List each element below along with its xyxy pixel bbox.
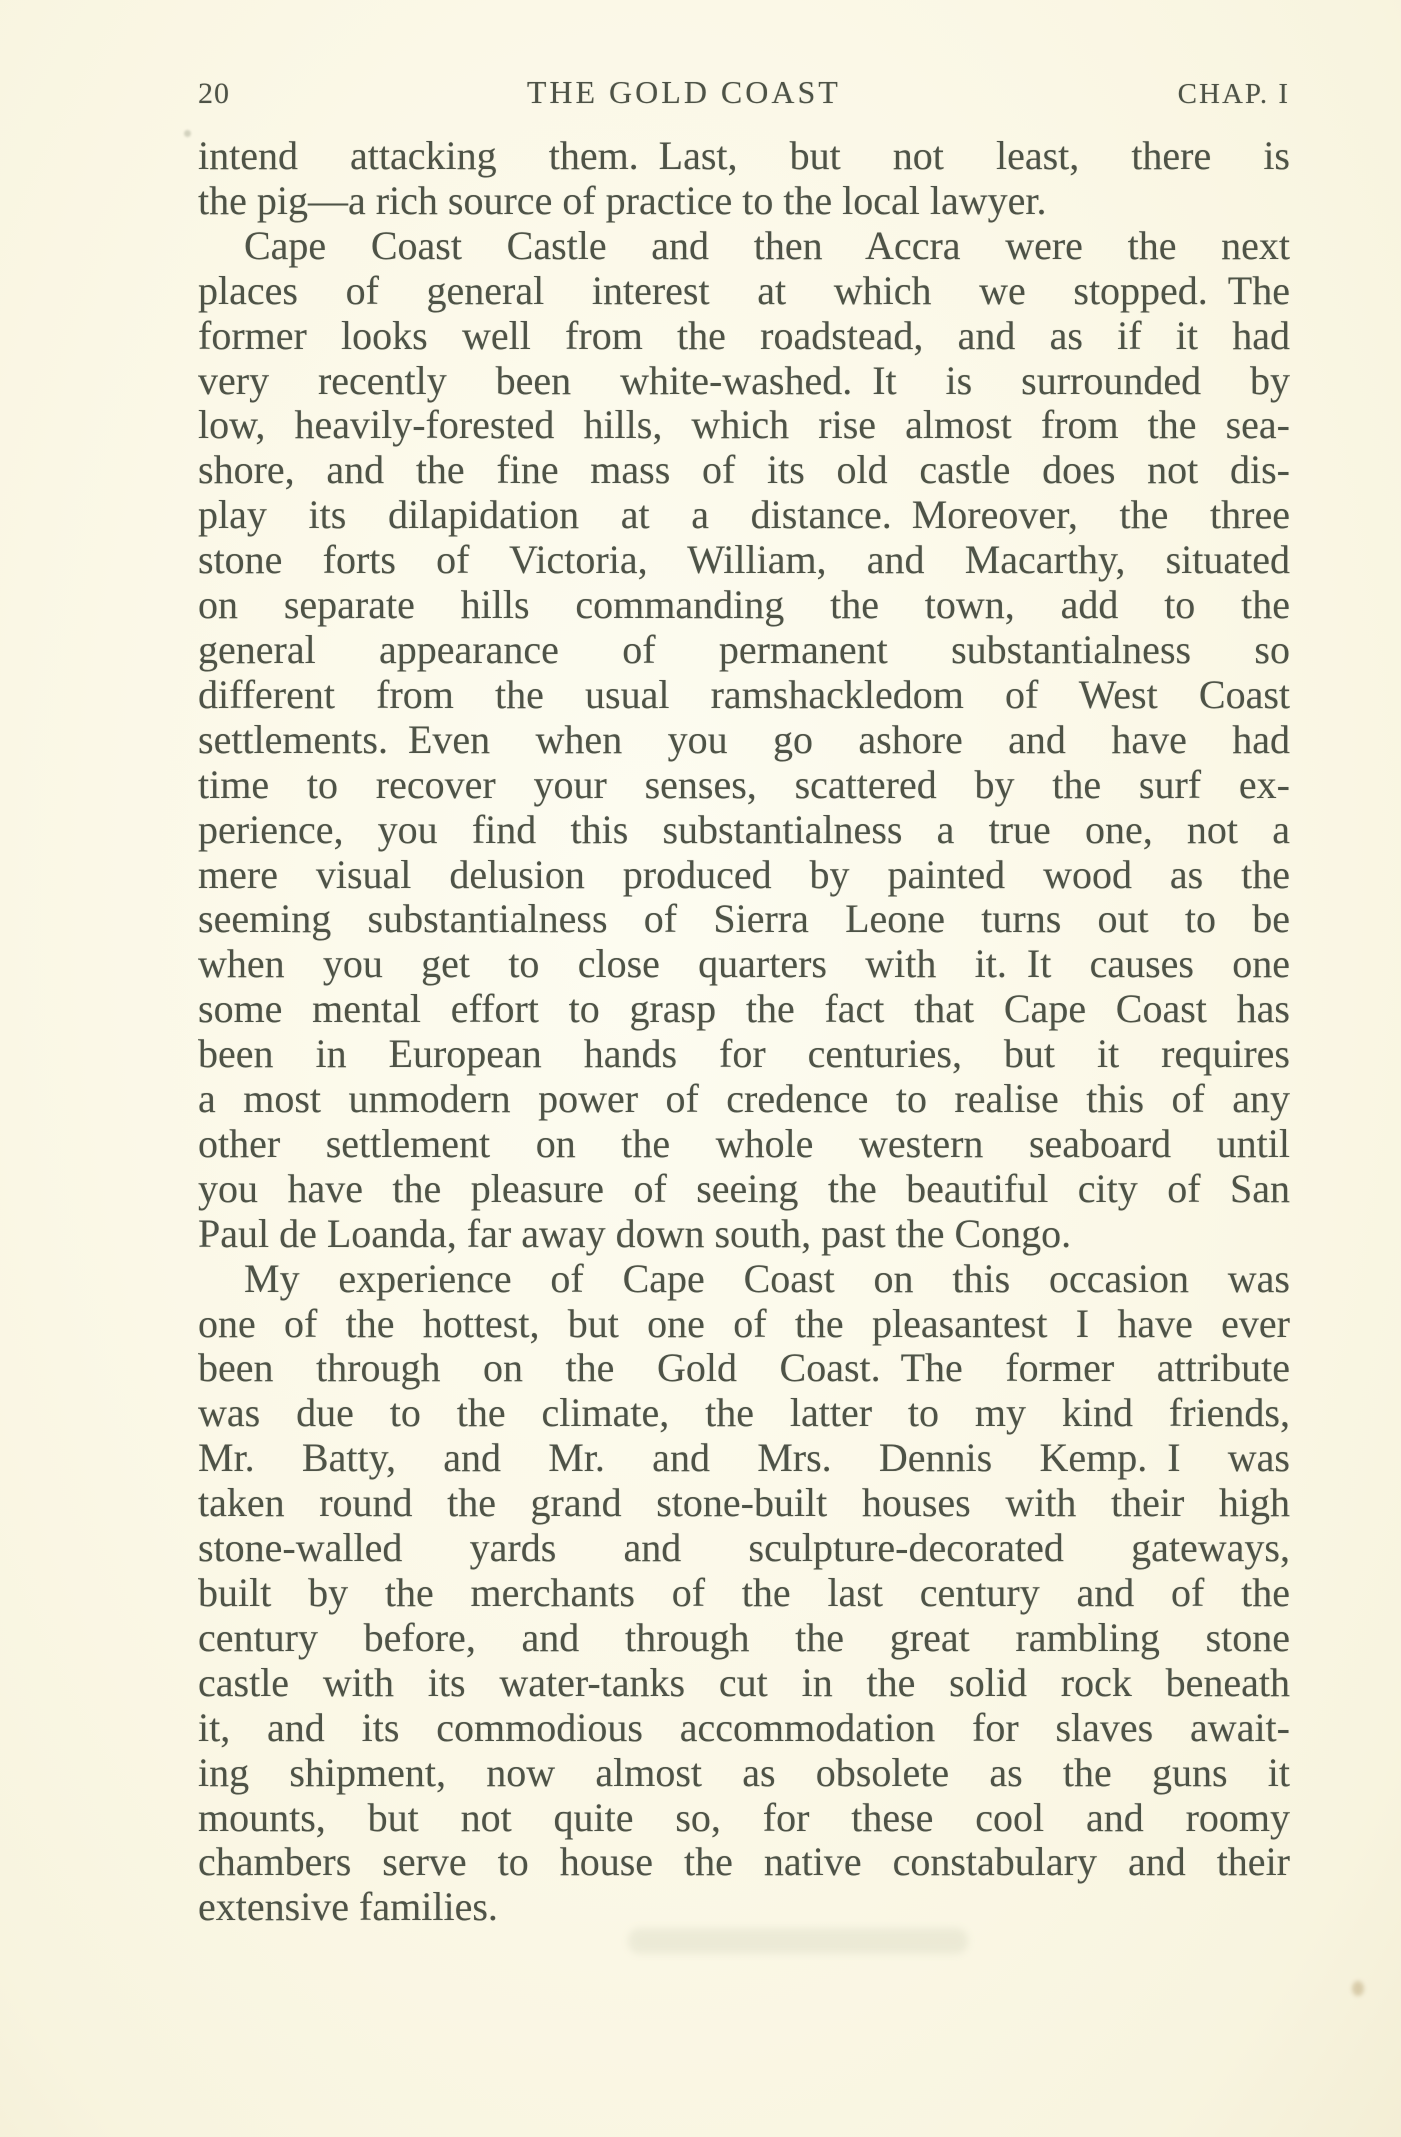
text-line: play its dilapidation at a distance. Moreover, the three [198,493,1290,538]
text-line: when you get to close quarters with it. It causes one [198,942,1290,987]
text-line: been in European hands for centuries, but it requires [198,1032,1290,1077]
page-number: 20 [198,77,230,110]
text-line: extensive families. [198,1885,498,1930]
text-line: mounts, but not quite so, for these cool and roomy [198,1795,1290,1840]
text-line: settlements. Even when you go ashore and have had [198,717,1290,762]
scan-speck [184,130,191,137]
text-line: seeming substantialness of Sierra Leone turns out to be [198,897,1290,942]
text-line: general appearance of permanent substantialness so [198,627,1290,672]
text-line: Cape Coast Castle and then Accra were the next [244,223,1290,268]
text-line: century before, and through the great rambling stone [198,1615,1290,1660]
page-header [198,74,1290,111]
text-line: mere visual delusion produced by painted wood as the [198,852,1290,897]
text-line: former looks well from the roadstead, and as if it had [198,313,1290,358]
chapter-label: CHAP. I [1177,78,1290,110]
text-line: one of the hottest, but one of the pleasantest I have ever [198,1301,1290,1346]
text-line: ing shipment, now almost as obsolete as the guns it [198,1750,1290,1795]
text-line: the pig—a rich source of practice to the local lawyer. [198,178,1047,223]
text-line: taken round the grand stone-built houses with their high [198,1481,1290,1526]
text-line: on separate hills commanding the town, add to the [198,583,1290,628]
text-line: time to recover your senses, scattered by the surf ex- [198,762,1290,807]
text-line: stone forts of Victoria, William, and Macarthy, situated [198,538,1290,583]
running-title: THE GOLD COAST [526,74,841,110]
text-line: you have the pleasure of seeing the beautiful city of San [198,1166,1290,1211]
text-line: built by the merchants of the last century and of the [198,1571,1290,1615]
text-line: chambers serve to house the native constabulary and their [198,1840,1290,1885]
scan-smudge [628,1928,968,1954]
text-line: it, and its commodious accommodation for slaves await- [198,1705,1290,1750]
text-line: different from the usual ramshackledom of West Coast [198,672,1290,717]
text-line: been through on the Gold Coast. The former attribute [198,1346,1290,1391]
text-line: castle with its water-tanks cut in the solid rock beneath [198,1660,1290,1705]
body-text [198,134,1290,1930]
text-line: low, heavily-forested hills, which rise almost from the sea- [198,403,1290,448]
text-line: Paul de Loanda, far away down south, past the Congo. [198,1211,1072,1256]
text-line: Mr. Batty, and Mr. and Mrs. Dennis Kemp. I was [198,1436,1290,1481]
text-line: a most unmodern power of credence to realise this of any [198,1077,1290,1122]
text-line: perience, you find this substantialness a true one, not a [198,807,1290,852]
text-line: My experience of Cape Coast on this occasion was [244,1256,1290,1301]
text-line: shore, and the fine mass of its old castle does not dis- [198,448,1290,493]
scan-speck [1352,1981,1364,1996]
text-line: intend attacking them. Last, but not least, there is [198,134,1290,178]
text-line: very recently been white-washed. It is surrounded by [198,358,1290,403]
text-line: other settlement on the whole western seaboard until [198,1121,1290,1166]
text-line: places of general interest at which we stopped. The [198,268,1290,313]
text-line: stone-walled yards and sculpture-decorated gateways, [198,1526,1290,1571]
text-line: some mental effort to grasp the fact that Cape Coast has [198,987,1290,1032]
text-line: was due to the climate, the latter to my kind friends, [198,1391,1290,1436]
